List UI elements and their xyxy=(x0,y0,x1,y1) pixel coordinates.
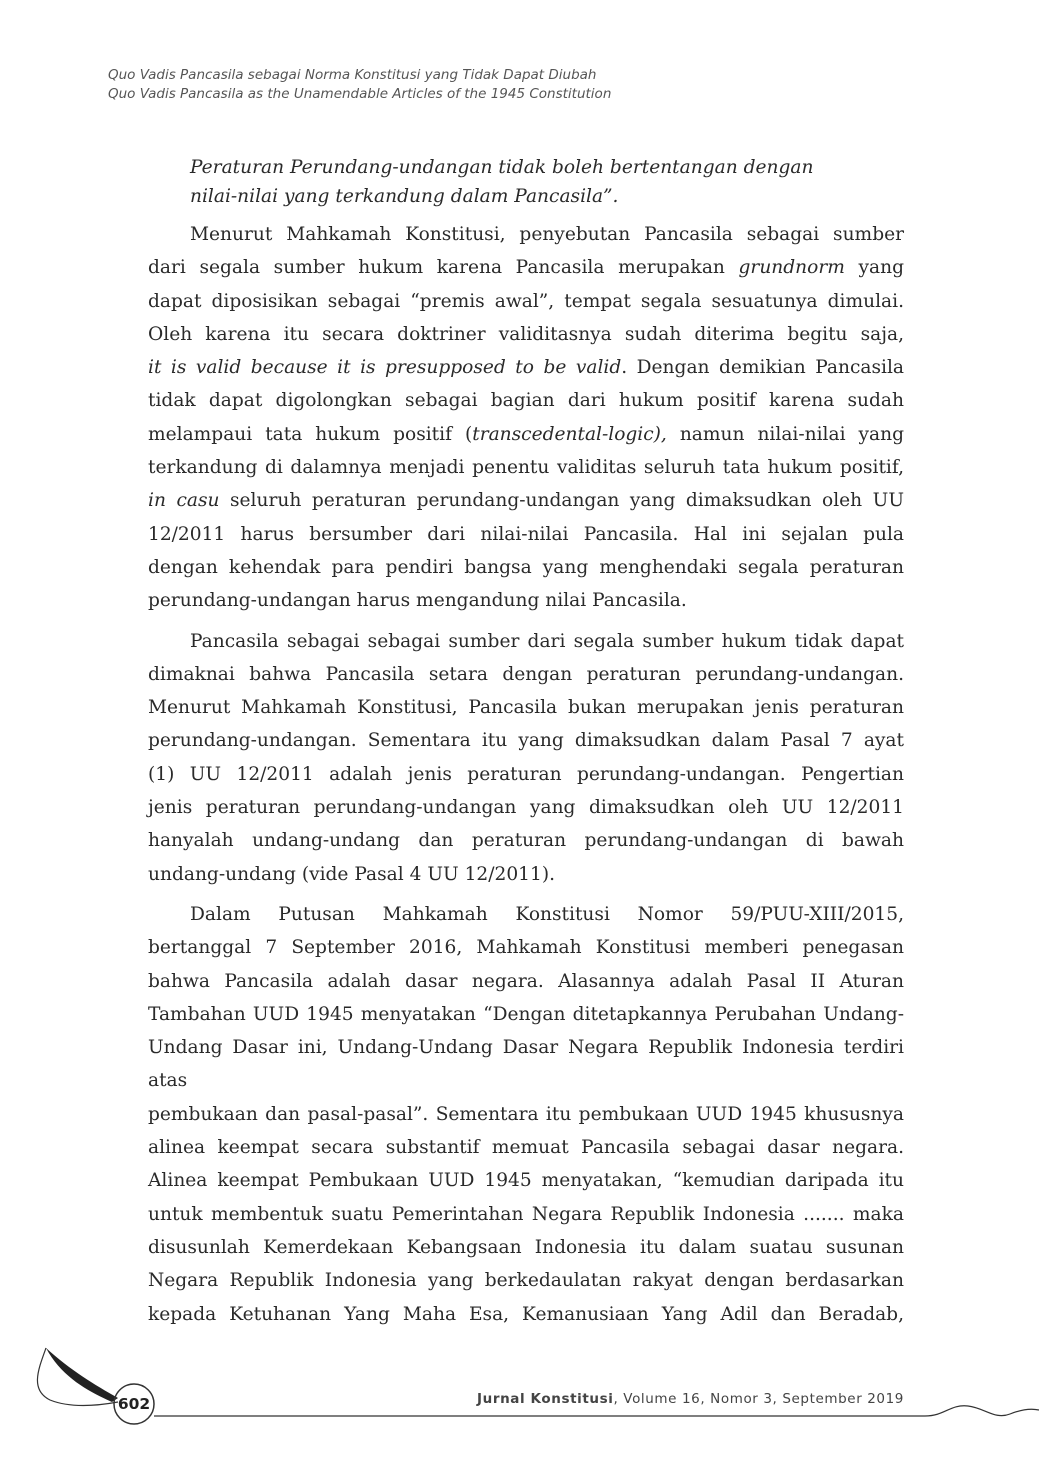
paragraph-line: melampaui tata hukum positif (transcedental-logic), namun nilai-nilai yang xyxy=(148,423,904,445)
block-quote xyxy=(190,154,862,211)
paragraph-line: bertanggal 7 September 2016, Mahkamah Konstitusi memberi penegasan xyxy=(148,937,904,959)
page-number: 602 xyxy=(117,1395,151,1413)
paragraph-line: untuk membentuk suatu Pemerintahan Negara Republik Indonesia ....... maka xyxy=(148,1203,904,1225)
paragraph-line: (1) UU 12/2011 adalah jenis peraturan perundang-undangan. Pengertian xyxy=(148,763,904,785)
quote-line: Peraturan Perundang-undangan tidak boleh bertentangan dengan xyxy=(190,157,814,178)
paragraph-line: jenis peraturan perundang-undangan yang dimaksudkan oleh UU 12/2011 xyxy=(148,797,904,819)
article-body xyxy=(148,154,904,1338)
paragraph-line: Dalam Putusan Mahkamah Konstitusi Nomor 59/PUU-XIII/2015, xyxy=(190,903,904,925)
footer-decoration xyxy=(0,1330,1039,1450)
footer-citation xyxy=(477,1391,904,1407)
paragraph-line: undang-undang (vide Pasal 4 UU 12/2011). xyxy=(148,863,555,885)
footer-rule xyxy=(154,1406,1039,1416)
journal-issue: , Volume 16, Nomor 3, September 2019 xyxy=(613,1391,904,1407)
paragraph-line: Tambahan UUD 1945 menyatakan “Dengan ditetapkannya Perubahan Undang- xyxy=(148,1003,904,1025)
paragraph-line: pembukaan dan pasal-pasal”. Sementara itu pembukaan UUD 1945 khususnya xyxy=(148,1103,904,1125)
paragraph-line: Alinea keempat Pembukaan UUD 1945 menyatakan, “kemudian daripada itu xyxy=(148,1170,904,1192)
journal-name: Jurnal Konstitusi xyxy=(477,1391,614,1407)
paragraph-line: 12/2011 harus bersumber dari nilai-nilai Pancasila. Hal ini sejalan pula xyxy=(148,523,904,545)
paragraph-line: hanyalah undang-undang dan peraturan perundang-undangan di bawah xyxy=(148,830,904,852)
paragraph-line: dari segala sumber hukum karena Pancasila merupakan grundnorm yang xyxy=(148,257,904,279)
paragraph-line: kepada Ketuhanan Yang Maha Esa, Kemanusiaan Yang Adil dan Beradab, xyxy=(148,1303,904,1325)
paragraph-2 xyxy=(148,625,904,891)
paragraph-line: Undang Dasar ini, Undang-Undang Dasar Negara Republik Indonesia terdiri atas xyxy=(148,1037,904,1092)
paragraph-line: Oleh karena itu secara doktriner validitasnya sudah diterima begitu saja, xyxy=(148,323,904,345)
paragraph-line: perundang-undangan. Sementara itu yang dimaksudkan dalam Pasal 7 ayat xyxy=(148,730,904,752)
paragraph-3 xyxy=(148,898,904,1331)
paragraph-line: terkandung di dalamnya menjadi penentu validitas seluruh tata hukum positif, xyxy=(148,457,904,479)
paragraph-line: it is valid because it is presupposed to be valid. Dengan demikian Pancasila xyxy=(148,357,904,379)
paragraph-line: Menurut Mahkamah Konstitusi, penyebutan Pancasila sebagai sumber xyxy=(190,224,904,245)
paragraph-line: dengan kehendak para pendiri bangsa yang menghendaki segala peraturan xyxy=(148,556,904,578)
quote-line: nilai-nilai yang terkandung dalam Pancasila”. xyxy=(190,185,619,207)
paragraph-line: Negara Republik Indonesia yang berkedaulatan rakyat dengan berdasarkan xyxy=(148,1270,904,1292)
paragraph-line: disusunlah Kemerdekaan Kebangsaan Indonesia itu dalam suatau susunan xyxy=(148,1236,904,1258)
running-header-line-2: Quo Vadis Pancasila as the Unamendable Articles of the 1945 Constitution xyxy=(108,86,612,102)
paragraph-line: bahwa Pancasila adalah dasar negara. Alasannya adalah Pasal II Aturan xyxy=(148,970,904,992)
paragraph-line: in casu seluruh peraturan perundang-undangan yang dimaksudkan oleh UU xyxy=(148,490,904,512)
paragraph-line: tidak dapat digolongkan sebagai bagian dari hukum positif karena sudah xyxy=(148,390,904,412)
running-header xyxy=(108,66,808,104)
paragraph-line: Pancasila sebagai sebagai sumber dari segala sumber hukum tidak dapat xyxy=(190,630,904,652)
paragraph-1 xyxy=(148,218,904,618)
paragraph-line: alinea keempat secara substantif memuat Pancasila sebagai dasar negara. xyxy=(148,1137,904,1159)
paragraph-line: dapat diposisikan sebagai “premis awal”, tempat segala sesuatunya dimulai. xyxy=(148,290,904,312)
paragraph-line: dimaknai bahwa Pancasila setara dengan peraturan perundang-undangan. xyxy=(148,663,904,685)
paragraph-line: perundang-undangan harus mengandung nilai Pancasila. xyxy=(148,590,687,612)
footer-swoosh-left xyxy=(46,1348,118,1402)
paragraph-line: Menurut Mahkamah Konstitusi, Pancasila bukan merupakan jenis peraturan xyxy=(148,697,904,719)
running-header-line-1: Quo Vadis Pancasila sebagai Norma Konstitusi yang Tidak Dapat Diubah xyxy=(108,67,597,83)
